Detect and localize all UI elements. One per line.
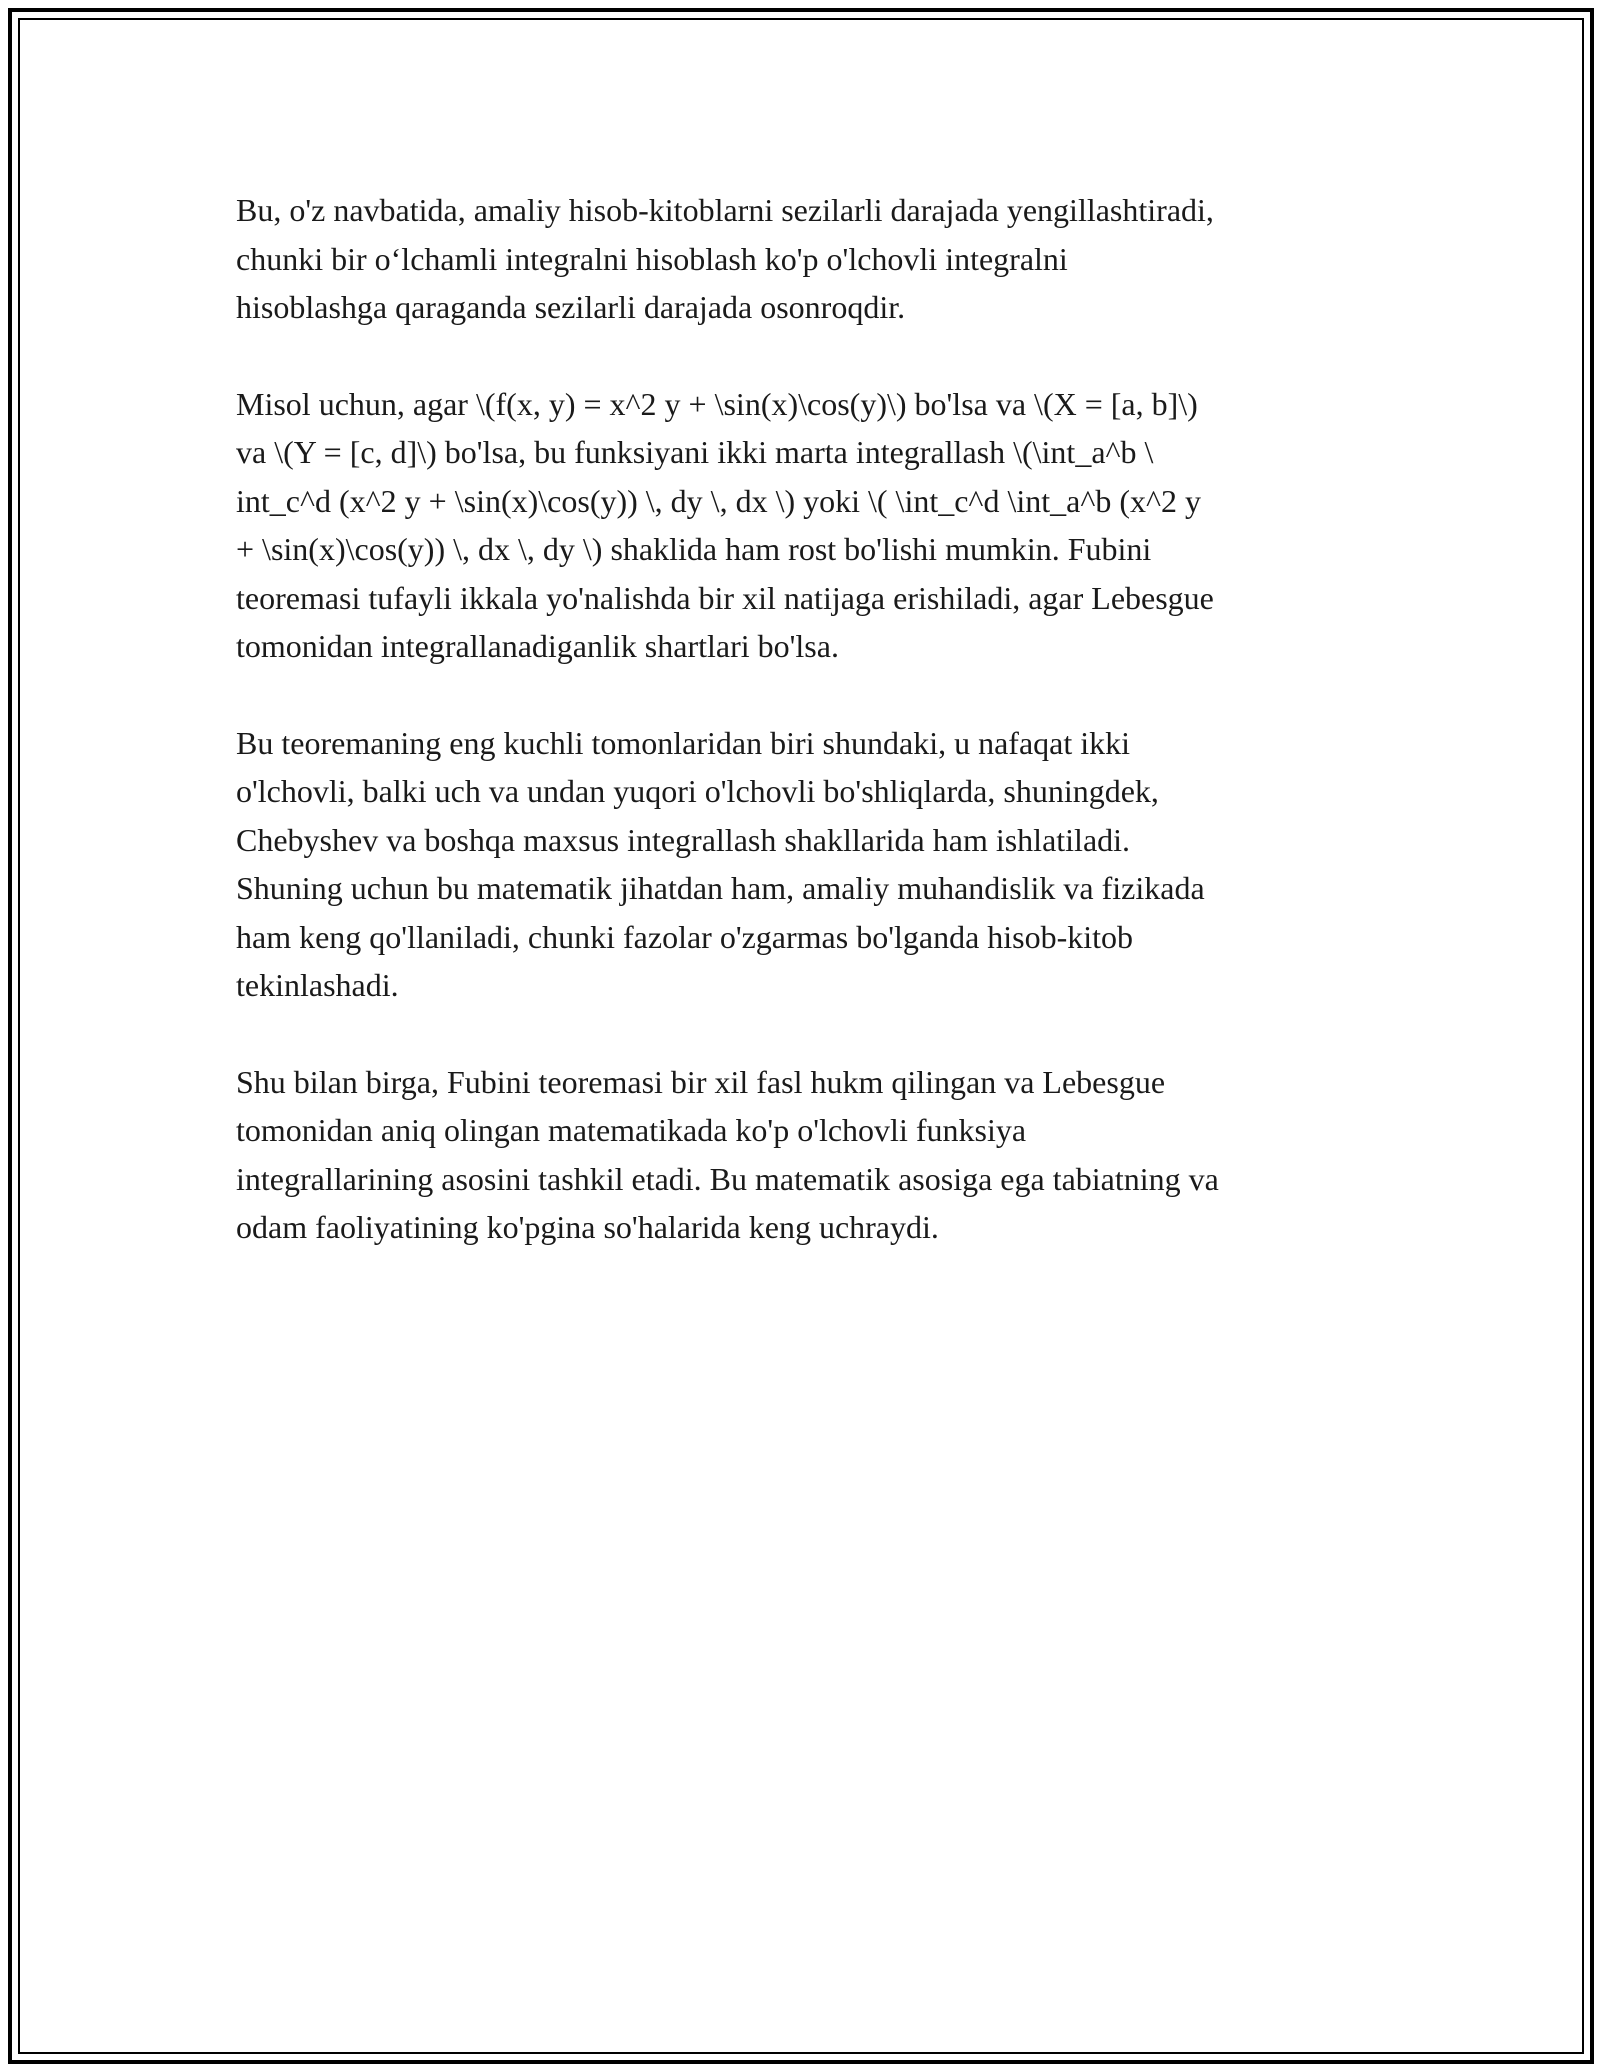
- document-body: [236, 186, 1376, 1300]
- paragraph-2: Misol uchun, agar \(f(x, y) = x^2 y + \sin(x)\cos(y)\) bo'lsa va \(X = [a, b]\) va \(Y = [c, d]\) bo'lsa, bu funksiyani ikki marta integrallash \(\int_a^b \ int_c^d (x^2 y + \sin(x)\cos(y)) \, dy \, dx \) yoki \( \int_c^d \int_a^b (x^2 y + \sin(x)\cos(y)) \, dx \, dy \) shaklida ham rost bo'lishi mumkin. Fubini teoremasi tufayli ikkala yo'nalishda bir xil natijaga erishiladi, agar Lebesgue tomonidan integrallanadiganlik shartlari bo'lsa.: [236, 385, 1214, 664]
- paragraph-3: Bu teoremaning eng kuchli tomonlaridan biri shundaki, u nafaqat ikki o'lchovli, balki uch va undan yuqori o'lchovli bo'shliqlarda, shuningdek, Chebyshev va boshqa maxsus integrallash shakllarida ham ishlatiladi. Shuning uchun bu matematik jihatdan ham, amaliy muhandislik va fizikada ham keng qo'llaniladi, chunki fazolar o'zgarmas bo'lganda hisob-kitob tekinlashadi.: [236, 724, 1205, 1003]
- paragraph-1: Bu, o'z navbatida, amaliy hisob-kitoblarni sezilarli darajada yengillashtiradi, chunki bir o‘lchamli integralni hisoblash ko'p o'lchovli integralni hisoblashga qaraganda sezilarli darajada osonroqdir.: [236, 192, 1214, 325]
- paragraph-4: Shu bilan birga, Fubini teoremasi bir xil fasl hukm qilingan va Lebesgue tomonidan aniq olingan matematikada ko'p o'lchovli funksiya integrallarining asosini tashkil etadi. Bu matematik asosiga ega tabiatning va odam faoliyatining ko'pgina so'halarida keng uchraydi.: [236, 1063, 1219, 1245]
